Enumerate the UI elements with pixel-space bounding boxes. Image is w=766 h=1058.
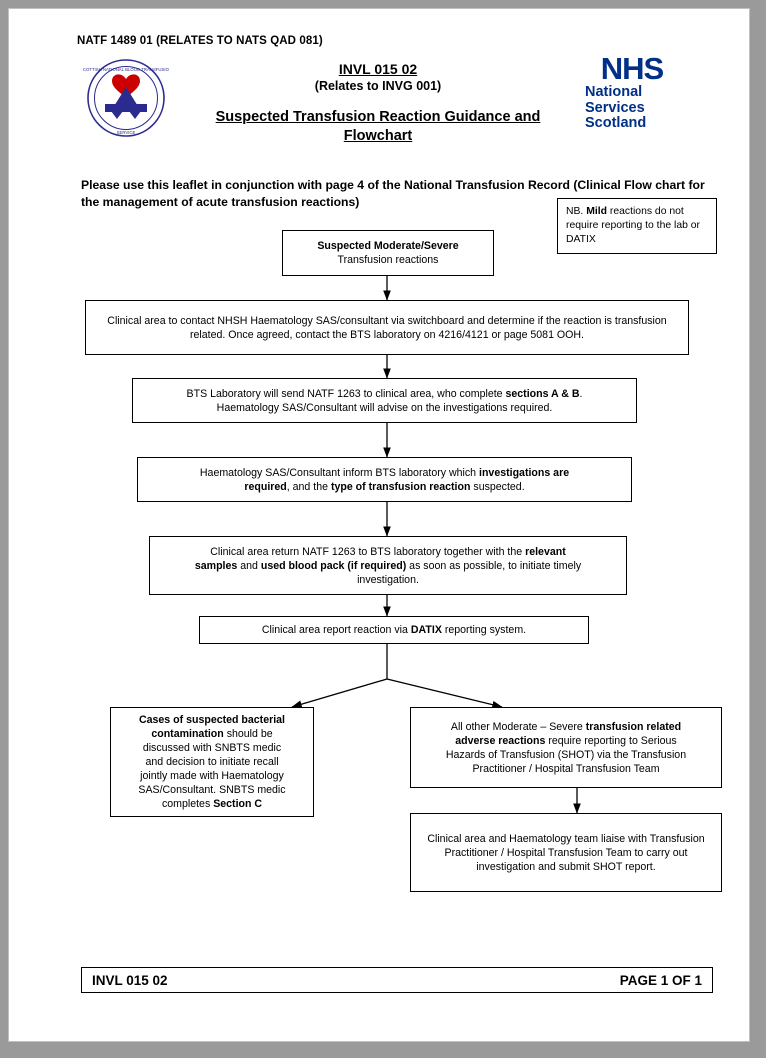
page-content (77, 35, 705, 995)
footer-doc-code: INVL 015 02 (92, 972, 168, 988)
flow-box-suspected-line1: Suspected Moderate/Severe (317, 240, 459, 252)
nhs-line-scotland: Scotland (585, 115, 647, 131)
flow-box-contact-text: Clinical area to contact NHSH Haematology SAS/consultant via switchboard and determine if the reaction is transfusion related. Once agreed, contact the BTS laboratory on 4216/4121 or page 5081 OOH. (107, 314, 667, 341)
footer-page-number: PAGE 1 OF 1 (619, 972, 702, 988)
nhs-sublabel (585, 85, 685, 132)
nhs-wordmark: NHS (600, 51, 664, 86)
flow-box-suspected (282, 230, 494, 276)
flow-box-contact (85, 300, 689, 355)
document-title-block (189, 61, 567, 146)
nhs-line-services: Services (585, 99, 645, 116)
title-relates: (Relates to INVG 001) (314, 79, 442, 93)
snbts-logo (83, 57, 169, 139)
page-footer (81, 967, 713, 993)
flow-box-bacterial: Cases of suspected bacterial contamination should be discussed with SNBTS medic and decision to initiate recall jointly made with Haematology SAS/Consultant. SNBTS medic completes Section C (110, 707, 314, 817)
svg-text:SERVICE: SERVICE (116, 130, 136, 135)
flow-box-return: Clinical area return NATF 1263 to BTS laboratory together with the relevant samples and used blood pack (if required) as soon as possible, to initiate timely investigation. (149, 536, 627, 595)
note-text (566, 205, 708, 247)
flow-box-liaise-text: Clinical area and Haematology team liaise with Transfusion Practitioner / Hospital Transfusion Team to carry out investigation and submit SHOT report. (427, 832, 705, 873)
page-title-line1: Suspected Transfusion Reaction Guidance and (215, 109, 541, 125)
note-bold: Mild (586, 206, 607, 217)
document-header (77, 49, 685, 167)
flow-box-datix: Clinical area report reaction via DATIX reporting system. (199, 616, 589, 644)
flow-box-suspected-line2: Transfusion reactions (337, 254, 439, 266)
nhs-logo (579, 53, 685, 132)
nhs-line-national: National (585, 84, 643, 100)
document-page (8, 8, 750, 1042)
flowchart (77, 206, 717, 916)
page-title (189, 108, 567, 146)
flow-box-liaise (410, 813, 722, 892)
intro-text: Please use this leaflet in conjunction with page 4 of the National Transfusion Record (Clinical Flow chart for the management of acute transfusion reactions) (81, 178, 705, 209)
document-code: NATF 1489 01 (RELATES TO NATS QAD 081) (77, 35, 323, 47)
note-prefix: NB. (566, 206, 587, 217)
note-box (557, 198, 717, 254)
note-suffix: reactions do not require reporting to the lab or DATIX (566, 206, 701, 245)
flow-box-bts-send: BTS Laboratory will send NATF 1263 to clinical area, who complete sections A & B. Haematology SAS/Consultant will advise on the investigations required. (132, 378, 637, 423)
flow-box-shot: All other Moderate – Severe transfusion related adverse reactions require reporting to Serious Hazards of Transfusion (SHOT) via the Transfusion Practitioner / Hospital Transfusion Team (410, 707, 722, 788)
svg-text:SCOTTISH NATIONAL BLOOD TRANSF: SCOTTISH NATIONAL BLOOD TRANSFUSION (83, 67, 169, 72)
page-title-line2: Flowchart (343, 128, 413, 144)
flow-box-inform: Haematology SAS/Consultant inform BTS laboratory which investigations are required, and the type of transfusion reaction suspected. (137, 457, 632, 502)
title-code: INVL 015 02 (338, 61, 418, 77)
